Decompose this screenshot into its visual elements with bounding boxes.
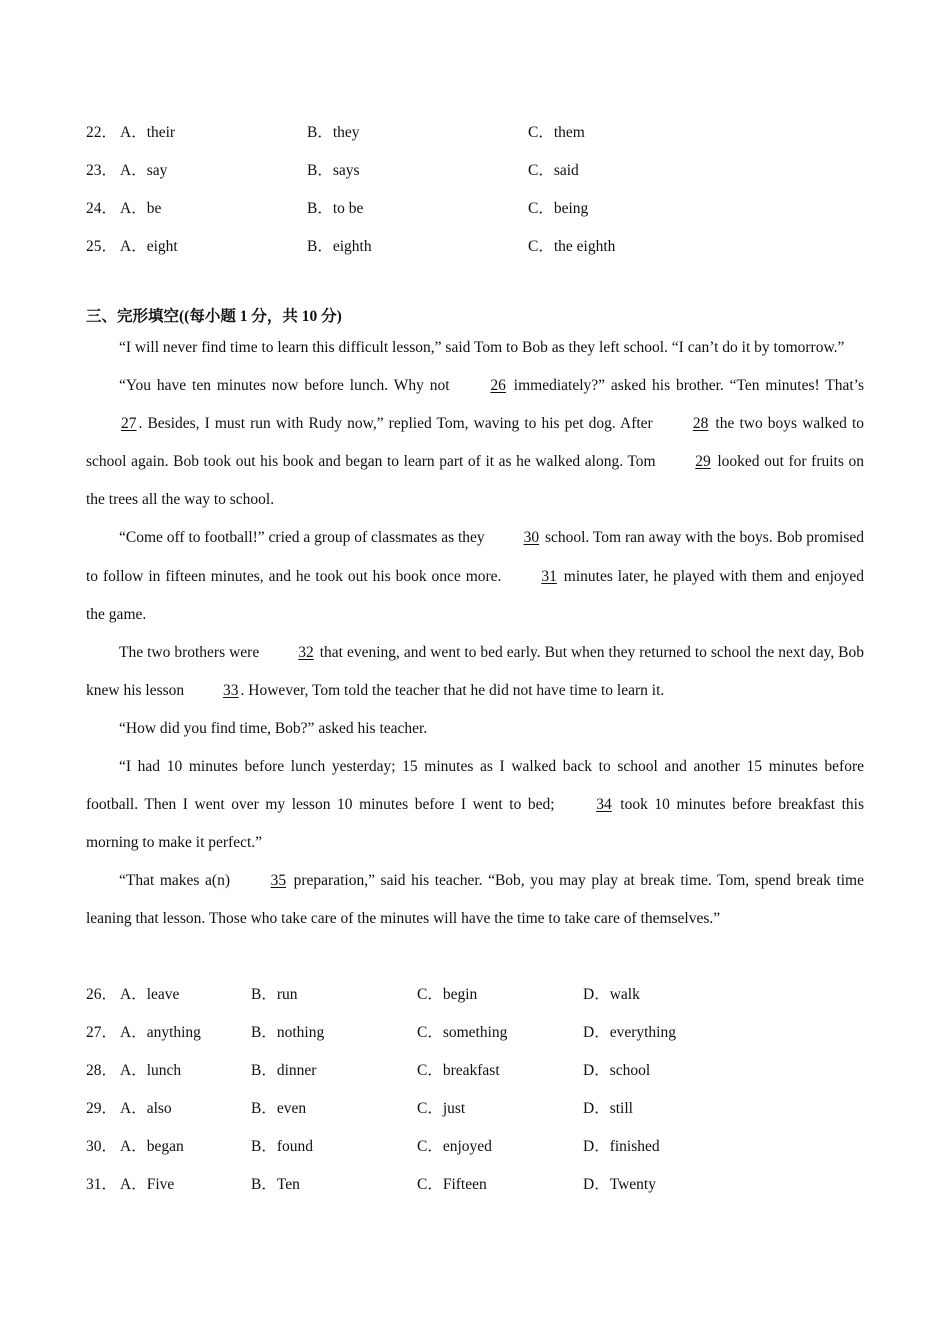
option-d: D．finished	[583, 1138, 660, 1155]
blank-26: 26	[490, 377, 506, 395]
option-c: C．just	[417, 1100, 466, 1117]
text: “I had 10 minutes before lunch yesterday; 15 minutes as I walked back to school and another 15 minutes before football. Then I went over my lesson 10 minutes before I went to bed;	[86, 758, 864, 814]
option-a: A．their	[120, 124, 176, 141]
paragraph	[86, 329, 864, 367]
question-number: 25．	[86, 238, 118, 255]
blank-27: 27	[121, 415, 137, 433]
text: “Come off to football!” cried a group of classmates as they	[119, 529, 485, 547]
option-b: B．to be	[307, 200, 364, 217]
option-c: C．Fifteen	[417, 1176, 487, 1193]
question-number: 24．	[86, 200, 118, 217]
text: “That makes a(n)	[119, 872, 230, 890]
text: The two brothers were	[119, 643, 260, 661]
option-a: A．anything	[120, 1024, 201, 1041]
option-b: B．Ten	[251, 1176, 300, 1193]
option-b: B．found	[251, 1138, 314, 1155]
blank-30: 30	[523, 529, 540, 547]
text: “How did you find time, Bob?” asked his teacher.	[119, 719, 428, 737]
option-c: C．enjoyed	[417, 1138, 492, 1155]
option-a: A．lunch	[120, 1062, 182, 1079]
section-title: 三、完形填空((每小题 1 分，共 10 分)	[86, 308, 342, 325]
option-b: B．dinner	[251, 1062, 317, 1079]
paragraph	[86, 634, 864, 710]
text: looked out for fruits on the trees all the way to school.	[86, 453, 864, 509]
option-a: A．Five	[120, 1176, 175, 1193]
option-d: D．school	[583, 1062, 651, 1079]
option-d: D．everything	[583, 1024, 676, 1041]
text: school. Tom ran away with the boys. Bob promised to follow in fifteen minutes, and he took out his book once more.	[86, 529, 864, 585]
option-c: C．begin	[417, 986, 478, 1003]
text: the two boys walked to school again. Bob took out his book and began to learn part of it as he walked along. Tom	[86, 415, 865, 471]
question-number: 31．	[86, 1176, 118, 1193]
question-number: 26．	[86, 986, 118, 1003]
question-number: 28．	[86, 1062, 118, 1079]
option-c: C．being	[528, 200, 589, 217]
blank-33: 33	[223, 681, 239, 699]
blank-28: 28	[692, 415, 709, 433]
option-b: B．run	[251, 986, 298, 1003]
text: . Besides, I must run with Rudy now,” replied Tom, waving to his pet dog. After	[138, 415, 653, 433]
option-d: D．still	[583, 1100, 633, 1117]
question-number: 22．	[86, 124, 118, 141]
option-b: B．even	[251, 1100, 307, 1117]
option-a: A．also	[120, 1100, 172, 1117]
question-number: 27．	[86, 1024, 118, 1041]
cloze-passage	[86, 329, 864, 939]
paragraph	[86, 748, 864, 862]
option-d: D．Twenty	[583, 1176, 656, 1193]
blank-31: 31	[541, 567, 557, 585]
question-number: 23．	[86, 162, 118, 179]
option-a: A．leave	[120, 986, 180, 1003]
option-c: C．them	[528, 124, 585, 141]
text: took 10 minutes before breakfast this morning to make it perfect.”	[86, 796, 865, 852]
text: preparation,” said his teacher. “Bob, you may play at break time. Tom, spend break time leaning that lesson. Those who take care of the minutes will have the time to take care of themselves.”	[86, 872, 864, 928]
option-c: C．said	[528, 162, 579, 179]
blank-35: 35	[270, 872, 287, 890]
option-a: A．say	[120, 162, 168, 179]
option-c: C．something	[417, 1024, 508, 1041]
paragraph	[86, 862, 864, 938]
option-a: A．eight	[120, 238, 178, 255]
paragraph	[86, 710, 864, 748]
blank-32: 32	[298, 643, 314, 661]
question-number: 29．	[86, 1100, 118, 1117]
option-a: A．be	[120, 200, 162, 217]
paragraph	[86, 519, 864, 633]
text: “You have ten minutes now before lunch. Why not	[119, 377, 450, 395]
blank-29: 29	[695, 453, 711, 471]
option-b: B．they	[307, 124, 360, 141]
text: “I will never find time to learn this difficult lesson,” said Tom to Bob as they left school. “I can’t do it by tomorrow.”	[119, 339, 845, 356]
blank-34: 34	[596, 796, 612, 814]
text: minutes later, he played with them and enjoyed the game.	[86, 567, 865, 623]
option-d: D．walk	[583, 986, 640, 1003]
option-b: B．says	[307, 162, 360, 179]
option-b: B．nothing	[251, 1024, 325, 1041]
option-a: A．began	[120, 1138, 184, 1155]
option-c: C．the eighth	[528, 238, 616, 255]
paragraph	[86, 367, 864, 519]
text: . However, Tom told the teacher that he did not have time to learn it.	[240, 681, 665, 699]
text: that evening, and went to bed early. But when they returned to school the next day, Bob knew his lesson	[86, 643, 865, 699]
option-b: B．eighth	[307, 238, 372, 255]
text: immediately?” asked his brother. “Ten minutes! That’s	[513, 377, 865, 395]
option-c: C．breakfast	[417, 1062, 500, 1079]
question-number: 30．	[86, 1138, 118, 1155]
